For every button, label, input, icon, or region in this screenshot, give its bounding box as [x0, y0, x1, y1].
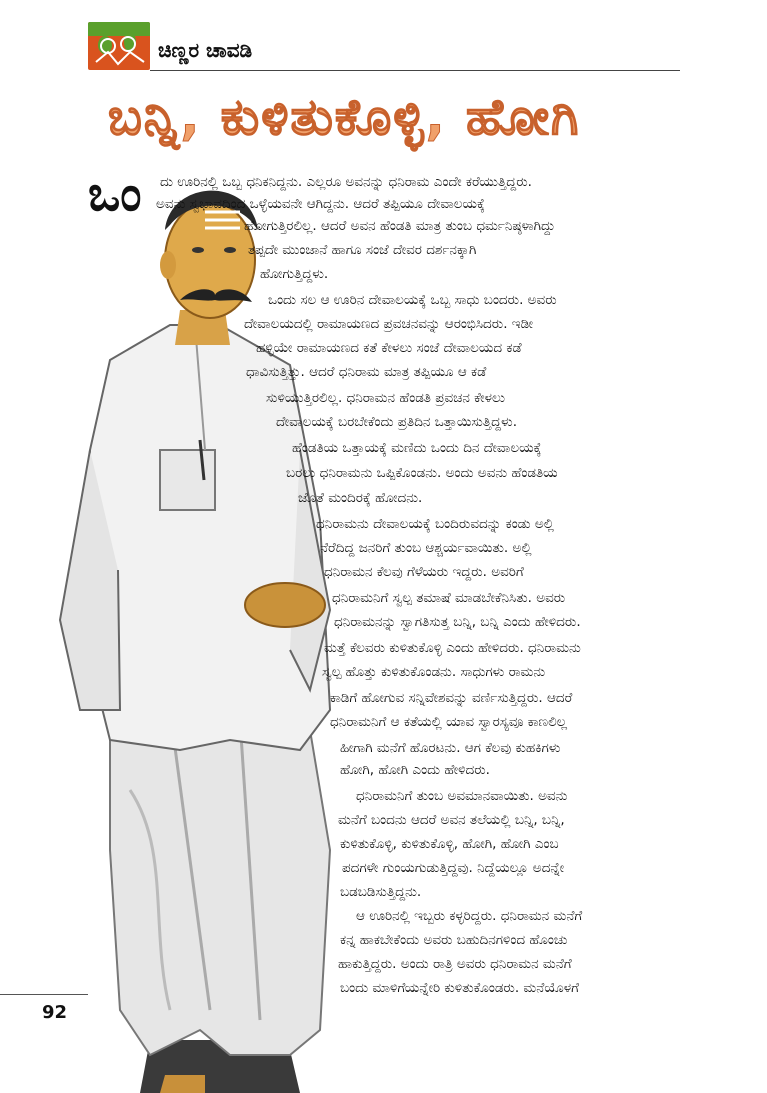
text-line: ಧನಿರಾಮನಿಗೆ ತುಂಬ ಅವಮಾನವಾಯಿತು. ಅವನು — [356, 788, 568, 804]
text-line: ಕುಳಿತುಕೊಳ್ಳಿ, ಕುಳಿತುಕೊಳ್ಳಿ, ಹೋಗಿ, ಹೋಗಿ ಎಂಬ — [340, 836, 559, 852]
page-number: 92 — [42, 1002, 68, 1023]
children-doodle-icon — [88, 22, 150, 70]
text-line: ಹೋಗುತ್ತಿರಲಿಲ್ಲ. ಆದರೆ ಅವನ ಹೆಂಡತಿ ಮಾತ್ರ ತುಂಬ ಧರ್ಮನಿಷ್ಠಳಾಗಿದ್ದು — [244, 218, 556, 234]
drop-cap: ಒಂ — [88, 166, 142, 222]
text-line: ಆ ಊರಿನಲ್ಲಿ ಇಬ್ಬರು ಕಳ್ಳರಿದ್ದರು. ಧನಿರಾಮನ ಮನೆಗೆ — [356, 908, 583, 924]
text-line: ಧನಿರಾಮನಿಗೆ ಸ್ವಲ್ಪ ತಮಾಷೆ ಮಾಡಬೇಕೆನಿಸಿತು. ಅವರು — [332, 590, 566, 606]
text-line: ಧಾವಿಸುತ್ತಿತ್ತು. ಆದರೆ ಧನಿರಾಮ ಮಾತ್ರ ತಪ್ಪಿಯೂ ಆ ಕಡೆ — [246, 364, 487, 380]
text-line: ಒಂದು ಸಲ ಆ ಊರಿನ ದೇವಾಲಯಕ್ಕೆ ಒಬ್ಬ ಸಾಧು ಬಂದರು. ಅವರು — [268, 292, 557, 308]
text-line: ಹೀಗಾಗಿ ಮನೆಗೆ ಹೊರಟನು. ಆಗ ಕೆಲವು ಕುಹಕಿಗಳು — [340, 740, 561, 756]
text-line: ದೇವಾಲಯಕ್ಕೆ ಬರಬೇಕೆಂದು ಪ್ರತಿದಿನ ಒತ್ತಾಯಿಸುತ್ತಿದ್ದಳು. — [276, 414, 517, 430]
text-line: ದೇವಾಲಯದಲ್ಲಿ ರಾಮಾಯಣದ ಪ್ರವಚನವನ್ನು ಆರಂಭಿಸಿದರು. ಇಡೀ — [244, 316, 533, 332]
text-line: ಪದಗಳೇ ಗುಂಯಗುಡುತ್ತಿದ್ದವು. ನಿದ್ದೆಯಲ್ಲೂ ಅದನ್ನೇ — [342, 860, 565, 876]
text-line: ಸುಳಿಯುತ್ತಿರಲಿಲ್ಲ. ಧನಿರಾಮನ ಹೆಂಡತಿ ಪ್ರವಚನ ಕೇಳಲು — [266, 390, 506, 406]
text-line: ಕಾಡಿಗೆ ಹೋಗುವ ಸನ್ನಿವೇಶವನ್ನು ವರ್ಣಿಸುತ್ತಿದ್ದರು. ಆದರೆ — [330, 690, 573, 706]
text-line: ಮನೆಗೆ ಬಂದನು ಆದರೆ ಅವನ ತಲೆಯಲ್ಲಿ ಬನ್ನಿ, ಬನ್ನಿ, — [338, 812, 565, 828]
text-line: ಧನಿರಾಮನಿಗೆ ಆ ಕತೆಯಲ್ಲಿ ಯಾವ ಸ್ವಾರಸ್ಯವೂ ಕಾಣಲಿಲ್ಲ — [330, 714, 568, 730]
text-line: ಬಡಬಡಿಸುತ್ತಿದ್ದನು. — [340, 884, 422, 900]
text-line: ನೆರೆದಿದ್ದ ಜನರಿಗೆ ತುಂಬ ಆಶ್ಚರ್ಯವಾಯಿತು. ಅಲ್ಲಿ — [320, 540, 532, 556]
text-line: ಧನಿರಾಮನು ದೇವಾಲಯಕ್ಕೆ ಬಂದಿರುವದನ್ನು ಕಂಡು ಅಲ್ಲಿ — [316, 516, 554, 532]
text-line: ಸ್ವಲ್ಪ ಹೊತ್ತು ಕುಳಿತುಕೊಂಡನು. ಸಾಧುಗಳು ರಾಮನು — [322, 664, 546, 680]
text-line: ತಪ್ಪದೇ ಮುಂಜಾನೆ ಹಾಗೂ ಸಂಜೆ ದೇವರ ದರ್ಶನಕ್ಕಾಗಿ — [248, 242, 477, 258]
text-line: ಜೊತೆ ಮಂದಿರಕ್ಕೆ ಹೋದನು. — [298, 490, 423, 506]
text-line: ಹೋಗುತ್ತಿದ್ದಳು. — [260, 266, 329, 282]
page-number-rule — [0, 994, 88, 995]
text-line: ಹಳ್ಳಿಯೇ ರಾಮಾಯಣದ ಕತೆ ಕೇಳಲು ಸಂಜೆ ದೇವಾಲಯದ ಕಡೆ — [256, 340, 522, 356]
section-logo-icon — [88, 22, 150, 70]
section-title: ಚಿಣ್ಣರ ಚಾವಡಿ — [158, 38, 253, 62]
text-line: ದು ಊರಿನಲ್ಲಿ ಒಬ್ಬ ಧನಿಕನಿದ್ದನು. ಎಲ್ಲರೂ ಅವನನ್ನು ಧನಿರಾಮ ಎಂದೇ ಕರೆಯುತ್ತಿದ್ದರು. — [160, 174, 532, 190]
text-line: ಹಾಕುತ್ತಿದ್ದರು. ಅಂದು ರಾತ್ರಿ ಅವರು ಧನಿರಾಮನ ಮನೆಗೆ — [338, 956, 572, 972]
text-line: ಹೋಗಿ, ಹೋಗಿ ಎಂದು ಹೇಳಿದರು. — [340, 762, 490, 778]
text-line: ಹೆಂಡತಿಯ ಒತ್ತಾಯಕ್ಕೆ ಮಣಿದು ಒಂದು ದಿನ ದೇವಾಲಯಕ್ಕೆ — [292, 440, 542, 456]
story-title: ಬನ್ನಿ, ಕುಳಿತುಕೊಳ್ಳಿ, ಹೋಗಿ — [108, 88, 581, 146]
header-divider — [150, 70, 680, 71]
text-line: ಧನಿರಾಮನ ಕೆಲವು ಗೆಳೆಯರು ಇದ್ದರು. ಅವರಿಗೆ — [324, 564, 524, 580]
text-line: ಮತ್ತೆ ಕೆಲವರು ಕುಳಿತುಕೊಳ್ಳಿ ಎಂದು ಹೇಳಿದರು. ಧನಿರಾಮನು — [324, 640, 581, 656]
text-line: ಬರಲು ಧನಿರಾಮನು ಒಪ್ಪಿಕೊಂಡನು. ಅಂದು ಅವನು ಹೆಂಡತಿಯ — [286, 465, 558, 481]
text-line: ಬಂದು ಮಾಳಿಗೆಯನ್ನೇರಿ ಕುಳಿತುಕೊಂಡರು. ಮನೆಯೊಳಗೆ — [340, 980, 579, 996]
text-line: ಕನ್ನ ಹಾಕಬೇಕೆಂದು ಅವರು ಬಹುದಿನಗಳಿಂದ ಹೊಂಚು — [340, 932, 568, 948]
text-line: ಅವನು ಸ್ವಭಾವದಿಂದ ಒಳ್ಳೆಯವನೇ ಆಗಿದ್ದನು. ಆದರೆ ತಪ್ಪಿಯೂ ದೇವಾಲಯಕ್ಕೆ — [156, 196, 485, 212]
text-line: ಧನಿರಾಮನನ್ನು ಸ್ವಾಗತಿಸುತ್ತ ಬನ್ನಿ, ಬನ್ನಿ ಎಂದು ಹೇಳಿದರು. — [334, 614, 581, 630]
